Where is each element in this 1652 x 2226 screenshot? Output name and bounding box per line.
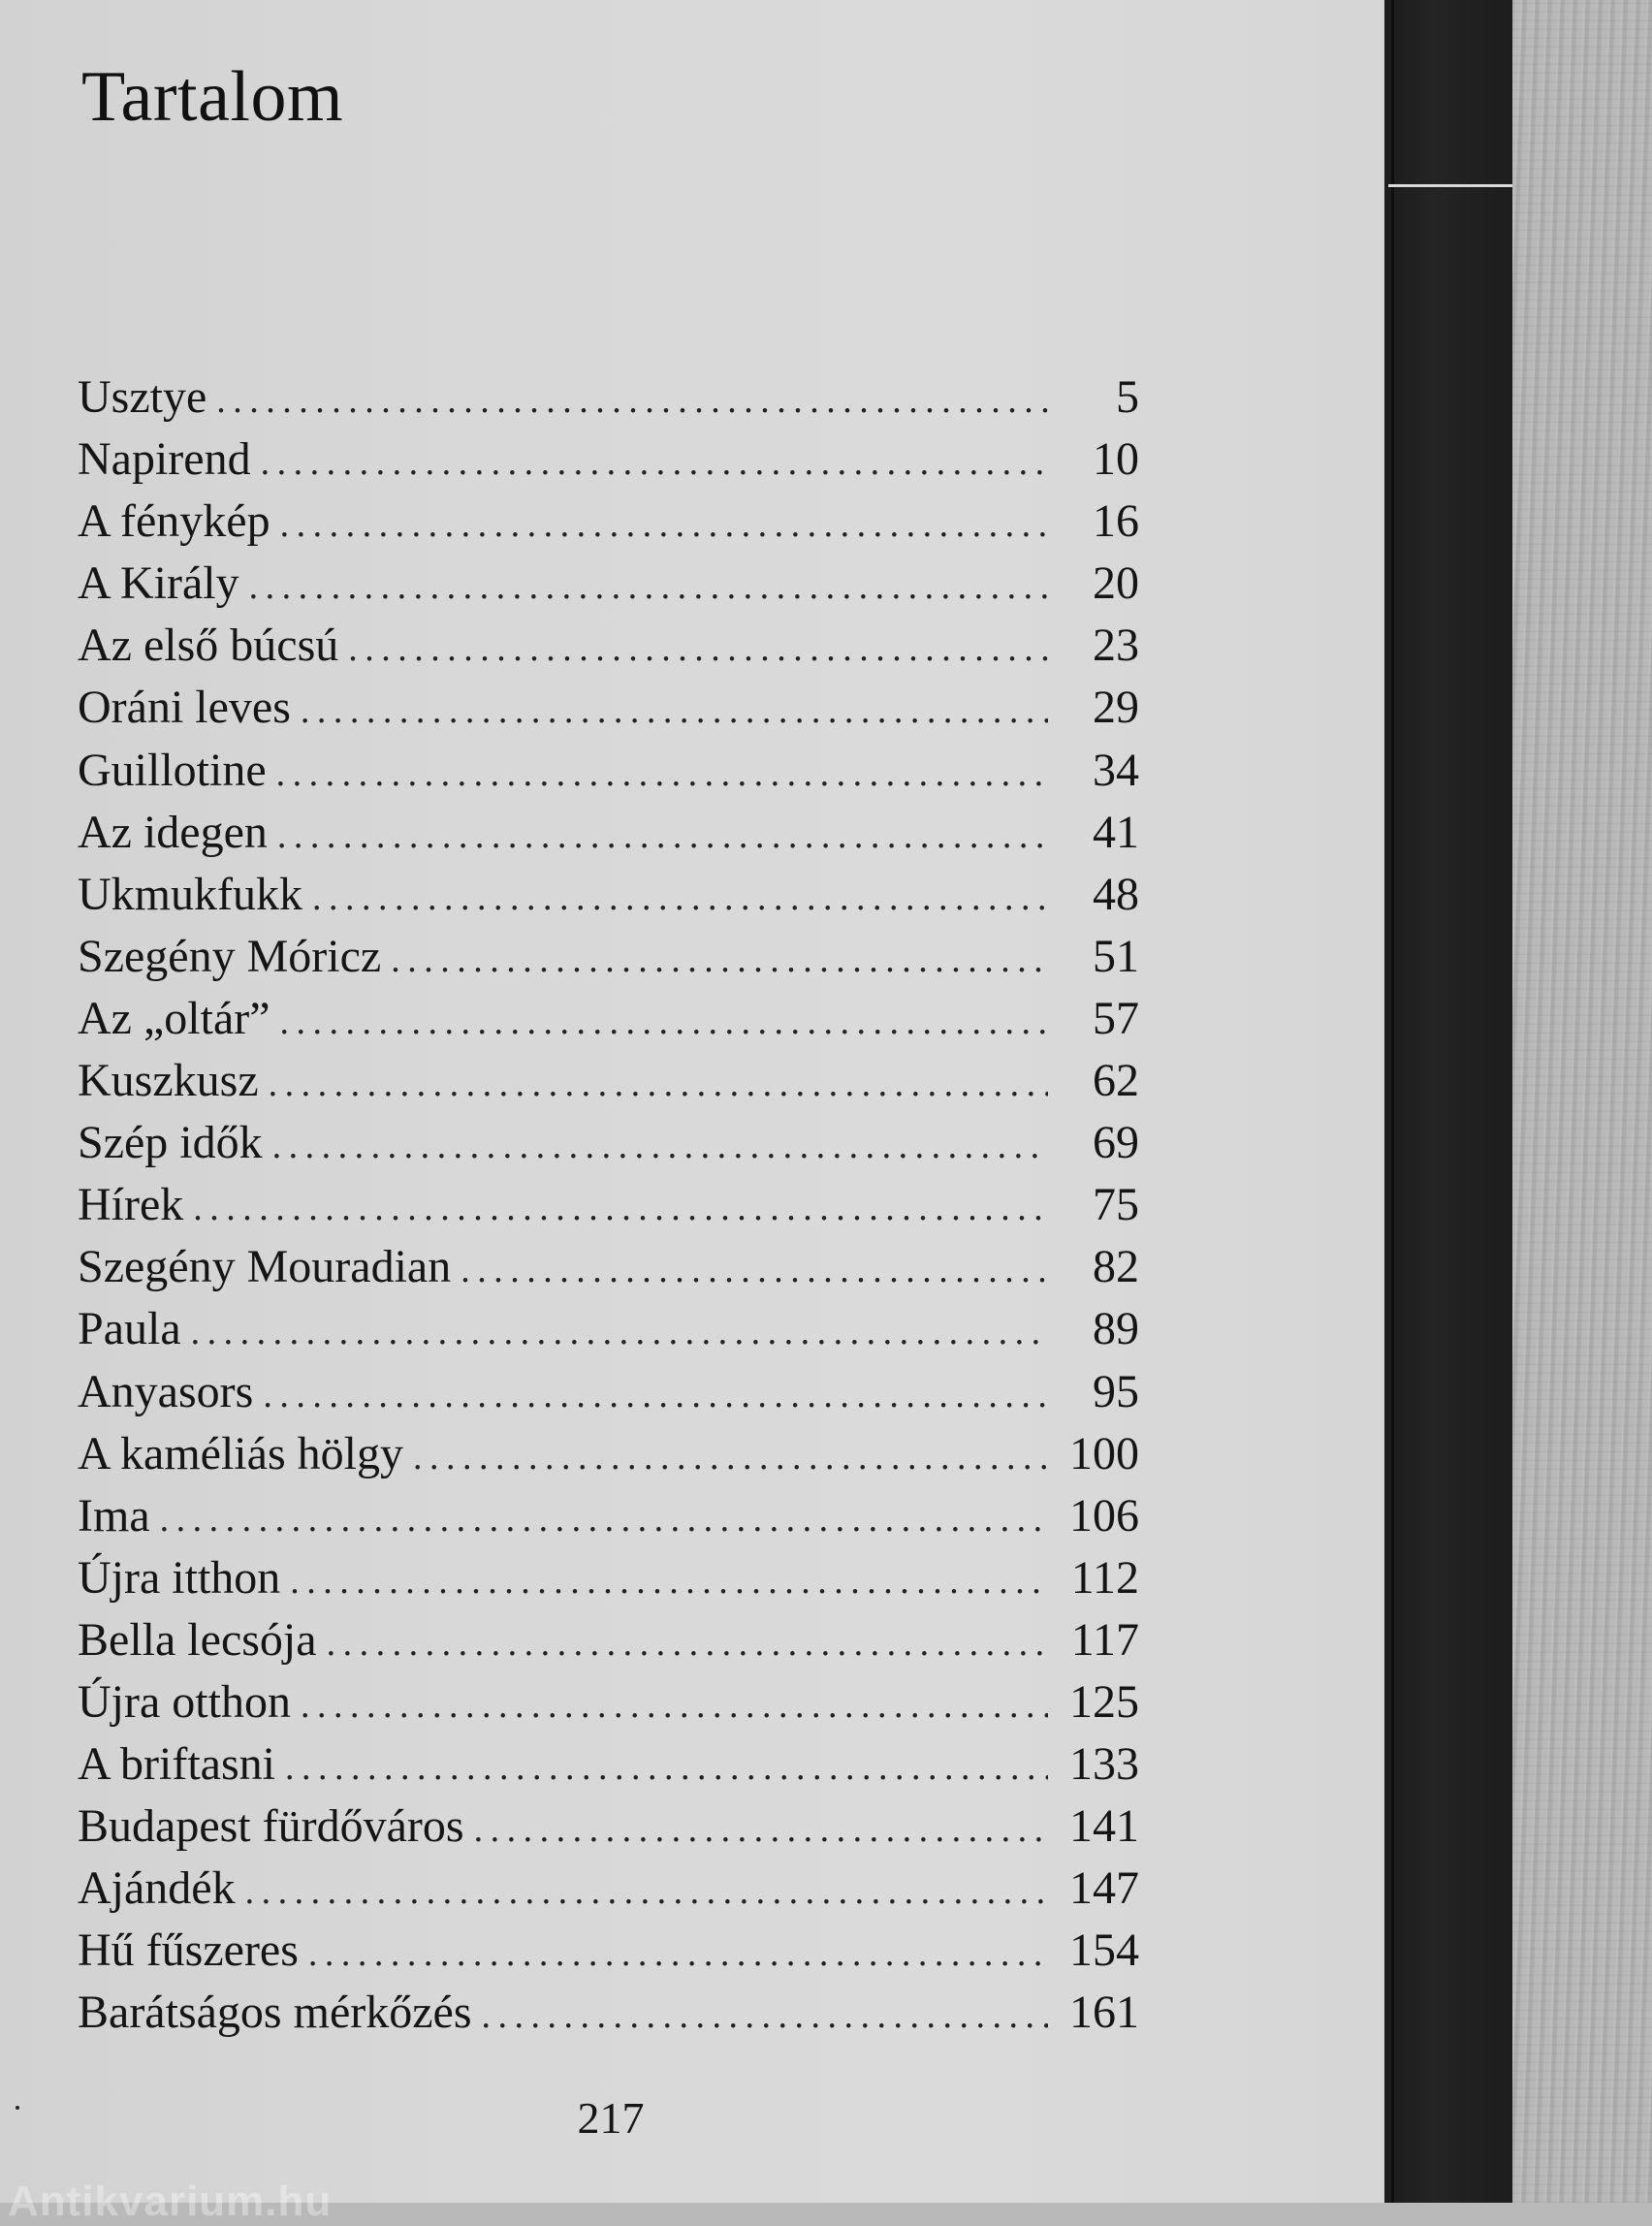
dot-leader bbox=[245, 1870, 1048, 1913]
toc-entry-page: 16 bbox=[1093, 495, 1139, 548]
toc-entry bbox=[78, 1799, 1139, 1861]
page-number: 217 bbox=[577, 2093, 645, 2143]
toc-entry-title: Hű fűszeres bbox=[78, 1924, 299, 1977]
toc-entry-title: Kuszkusz bbox=[78, 1055, 259, 1107]
toc-entry bbox=[78, 1116, 1139, 1178]
toc-entry-title: Újra itthon bbox=[78, 1551, 281, 1604]
dot-leader bbox=[285, 1746, 1048, 1789]
dot-leader bbox=[249, 565, 1048, 608]
toc-entry-page: 95 bbox=[1093, 1365, 1139, 1417]
toc-entry-page: 112 bbox=[1070, 1551, 1139, 1604]
toc-entry-title: Ajándék bbox=[78, 1862, 236, 1915]
dot-leader bbox=[263, 1374, 1048, 1416]
dot-leader bbox=[348, 627, 1048, 670]
toc-entry-page: 5 bbox=[1116, 371, 1139, 423]
toc-entry-title: Budapest fürdőváros bbox=[78, 1800, 464, 1853]
toc-entry bbox=[78, 1924, 1139, 1986]
toc-entry bbox=[78, 806, 1139, 868]
toc-entry bbox=[78, 1613, 1139, 1675]
toc-entry bbox=[78, 1302, 1139, 1364]
toc-entry-title: Paula bbox=[78, 1303, 181, 1355]
toc-entry-page: 29 bbox=[1093, 682, 1139, 734]
cover-highlight-line bbox=[1388, 184, 1512, 187]
toc-entry bbox=[78, 1737, 1139, 1799]
toc-entry bbox=[78, 1675, 1139, 1737]
toc-entry bbox=[78, 681, 1139, 743]
toc-entry-title: A fénykép bbox=[78, 495, 270, 548]
dot-leader bbox=[277, 814, 1048, 857]
toc-entry bbox=[78, 1427, 1139, 1489]
dot-leader bbox=[280, 1001, 1048, 1043]
toc-entry-title: Oráni leves bbox=[78, 682, 291, 734]
toc-entry-title: Szép idők bbox=[78, 1117, 263, 1169]
toc-entry-page: 133 bbox=[1069, 1738, 1139, 1791]
book-cover-edge bbox=[1382, 0, 1512, 2203]
toc-entry-title: Guillotine bbox=[78, 744, 267, 796]
toc-entry-title: Anyasors bbox=[78, 1365, 254, 1417]
toc-entry-title: Szegény Móricz bbox=[78, 930, 382, 982]
toc-entry-page: 100 bbox=[1069, 1427, 1139, 1479]
dot-leader bbox=[413, 1436, 1048, 1479]
toc-entry-title: Bella lecsója bbox=[78, 1613, 317, 1666]
toc-entry bbox=[78, 619, 1139, 681]
toc-entry-page: 125 bbox=[1069, 1675, 1139, 1728]
toc-entry-page: 23 bbox=[1093, 620, 1139, 672]
dot-leader bbox=[308, 1932, 1048, 1975]
dot-leader bbox=[191, 1311, 1048, 1353]
toc-entry-title: Napirend bbox=[78, 433, 251, 486]
toc-entry bbox=[78, 432, 1139, 494]
toc-entry bbox=[78, 1551, 1139, 1613]
background-texture bbox=[1508, 0, 1652, 2203]
dot-leader bbox=[272, 1125, 1048, 1167]
toc-entry-page: 147 bbox=[1069, 1862, 1139, 1915]
dot-leader bbox=[160, 1498, 1048, 1541]
dot-leader bbox=[301, 689, 1048, 732]
toc-entry-title: Ima bbox=[78, 1489, 150, 1542]
toc-entry-page: 62 bbox=[1093, 1055, 1139, 1107]
toc-entry bbox=[78, 556, 1139, 619]
dot-leader bbox=[461, 1249, 1048, 1291]
toc-entry bbox=[78, 992, 1139, 1054]
toc-entry-page: 154 bbox=[1069, 1924, 1139, 1977]
toc-entry-title: Szegény Mouradian bbox=[78, 1241, 452, 1293]
toc-entry-page: 69 bbox=[1093, 1117, 1139, 1169]
dot-leader bbox=[301, 1684, 1048, 1727]
toc-entry-page: 117 bbox=[1070, 1613, 1139, 1666]
page-title: Tartalom bbox=[81, 57, 344, 137]
dot-leader bbox=[261, 441, 1048, 484]
toc-entry bbox=[78, 370, 1139, 432]
toc-entry-title: Ukmukfukk bbox=[78, 868, 302, 920]
toc-entry-title: Usztye bbox=[78, 371, 207, 423]
dot-leader bbox=[312, 876, 1048, 919]
table-of-contents bbox=[78, 370, 1139, 2049]
toc-entry-page: 82 bbox=[1093, 1241, 1139, 1293]
dot-leader bbox=[269, 1063, 1048, 1105]
toc-entry-page: 51 bbox=[1093, 930, 1139, 982]
toc-entry-page: 141 bbox=[1069, 1800, 1139, 1853]
toc-entry bbox=[78, 494, 1139, 556]
toc-entry bbox=[78, 744, 1139, 806]
toc-entry bbox=[78, 1861, 1139, 1924]
toc-entry bbox=[78, 1054, 1139, 1116]
toc-entry bbox=[78, 930, 1139, 992]
toc-entry bbox=[78, 1240, 1139, 1302]
toc-entry bbox=[78, 868, 1139, 930]
toc-entry-page: 41 bbox=[1093, 806, 1139, 858]
toc-entry-title: Barátságos mérkőzés bbox=[78, 1987, 472, 2039]
toc-entry-page: 20 bbox=[1093, 557, 1139, 610]
toc-entry-page: 106 bbox=[1069, 1489, 1139, 1542]
dot-leader bbox=[482, 1994, 1048, 2037]
toc-entry-title: A kaméliás hölgy bbox=[78, 1427, 403, 1479]
toc-entry bbox=[78, 1365, 1139, 1427]
toc-entry-page: 57 bbox=[1093, 992, 1139, 1044]
toc-entry-page: 10 bbox=[1093, 433, 1139, 486]
toc-entry-page: 34 bbox=[1093, 744, 1139, 796]
dot-leader bbox=[216, 379, 1048, 422]
dot-leader bbox=[327, 1622, 1048, 1665]
toc-entry bbox=[78, 1489, 1139, 1551]
dot-leader bbox=[280, 503, 1048, 546]
cover-inner-shadow bbox=[1391, 0, 1394, 2203]
toc-entry-title: A briftasni bbox=[78, 1738, 275, 1791]
toc-entry-page: 75 bbox=[1093, 1179, 1139, 1231]
toc-entry bbox=[78, 1178, 1139, 1240]
dot-leader bbox=[474, 1808, 1048, 1851]
dot-leader bbox=[391, 938, 1048, 981]
dot-leader bbox=[193, 1187, 1048, 1229]
toc-entry-title: Az első búcsú bbox=[78, 620, 339, 672]
toc-entry-page: 48 bbox=[1093, 868, 1139, 920]
toc-entry-title: Újra otthon bbox=[78, 1675, 291, 1728]
dot-leader bbox=[276, 752, 1048, 795]
toc-entry-title: Az „oltár” bbox=[78, 992, 270, 1044]
toc-entry-page: 89 bbox=[1093, 1303, 1139, 1355]
toc-entry-page: 161 bbox=[1069, 1987, 1139, 2039]
toc-entry-title: Hírek bbox=[78, 1179, 184, 1231]
toc-entry-title: A Király bbox=[78, 557, 239, 610]
watermark-logo: Antikvarium.hu bbox=[8, 2178, 333, 2225]
dot-leader bbox=[290, 1560, 1048, 1603]
toc-entry-title: Az idegen bbox=[78, 806, 268, 858]
toc-entry bbox=[78, 1986, 1139, 2048]
